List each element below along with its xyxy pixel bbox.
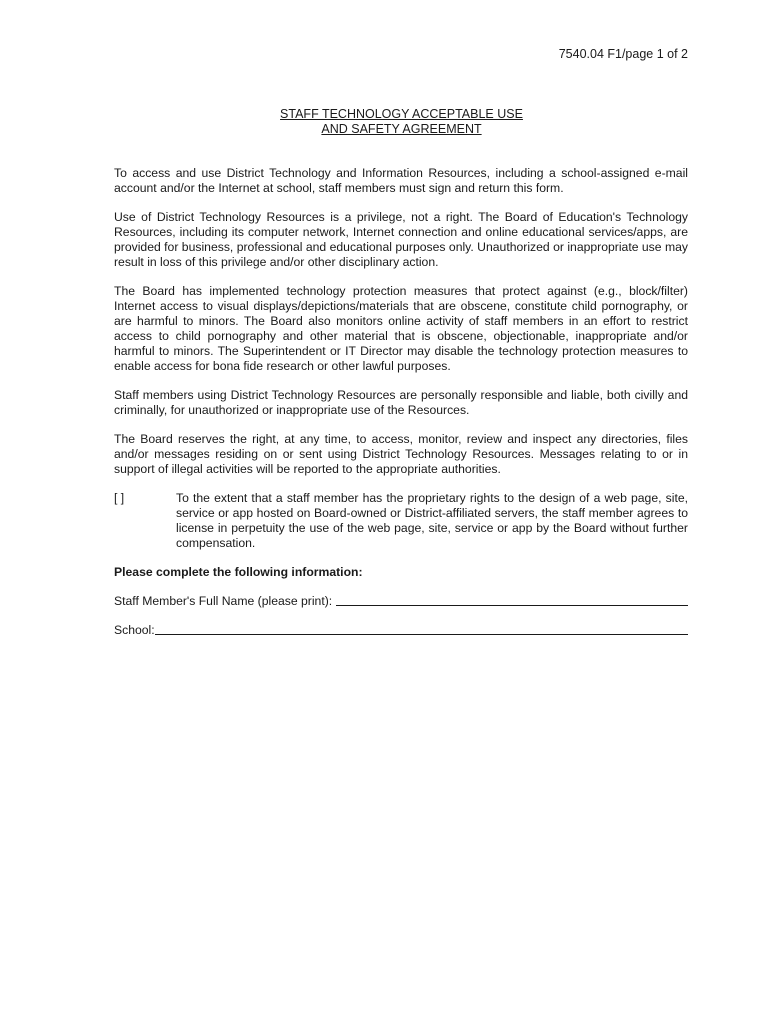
paragraph-monitoring: The Board reserves the right, at any time, to access, monitor, review and inspect any directories, files and/or messages residing on or sent using District Technology Resources. Messages relating to or in support of illegal activities will be reported to the appropriate authorities.: [114, 432, 688, 476]
paragraph-privilege: Use of District Technology Resources is a privilege, not a right. The Board of Education's Technology Resources, including its computer network, Internet connection and online educational services/apps, are provided for business, professional and educational purposes only. Unauthorized or inappropriate use may result in loss of this privilege and/or other disciplinary action.: [114, 210, 688, 269]
title-line-2: AND SAFETY AGREEMENT: [321, 122, 482, 136]
page-reference: 7540.04 F1/page 1 of 2: [558, 47, 688, 61]
paragraph-access-intro: To access and use District Technology and Information Resources, including a school-assigned e-mail account and/or the Internet at school, staff members must sign and return this form.: [114, 166, 688, 195]
paragraph-protection-measures: The Board has implemented technology protection measures that protect against (e.g., block/filter) Internet access to visual displays/depictions/materials that are obscene, constitute child pornography, or are harmful to minors. The Board also monitors online activity of staff members in an effort to restrict access to child pornography and other material that is obscene, objectionable, inappropriate and/or harmful to minors. The Superintendent or IT Director may disable the technology protection measures to enable access for bona fide research or other lawful purposes.: [114, 284, 688, 373]
full-name-field[interactable]: [336, 594, 688, 606]
license-checkbox[interactable]: [ ]: [114, 491, 125, 505]
title-line-1: STAFF TECHNOLOGY ACCEPTABLE USE: [280, 107, 523, 121]
document-title: [0, 107, 770, 137]
paragraph-liability: Staff members using District Technology Resources are personally responsible and liable, both civilly and criminally, for unauthorized or inappropriate use of the Resources.: [114, 388, 688, 417]
school-field[interactable]: [155, 623, 688, 635]
school-row: [114, 623, 688, 638]
document-body: [114, 166, 688, 652]
school-label: School:: [114, 623, 155, 637]
full-name-label: Staff Member's Full Name (please print):: [114, 594, 333, 608]
info-heading: Please complete the following information:: [114, 565, 363, 579]
license-checkbox-text: To the extent that a staff member has the proprietary rights to the design of a web page, site, service or app hosted on Board-owned or District-affiliated servers, the staff member agrees to license in perpetuity the use of the web page, site, service or app by the Board without further compensation.: [176, 491, 688, 550]
web-page-license-item: [114, 491, 688, 551]
full-name-row: [114, 594, 688, 609]
